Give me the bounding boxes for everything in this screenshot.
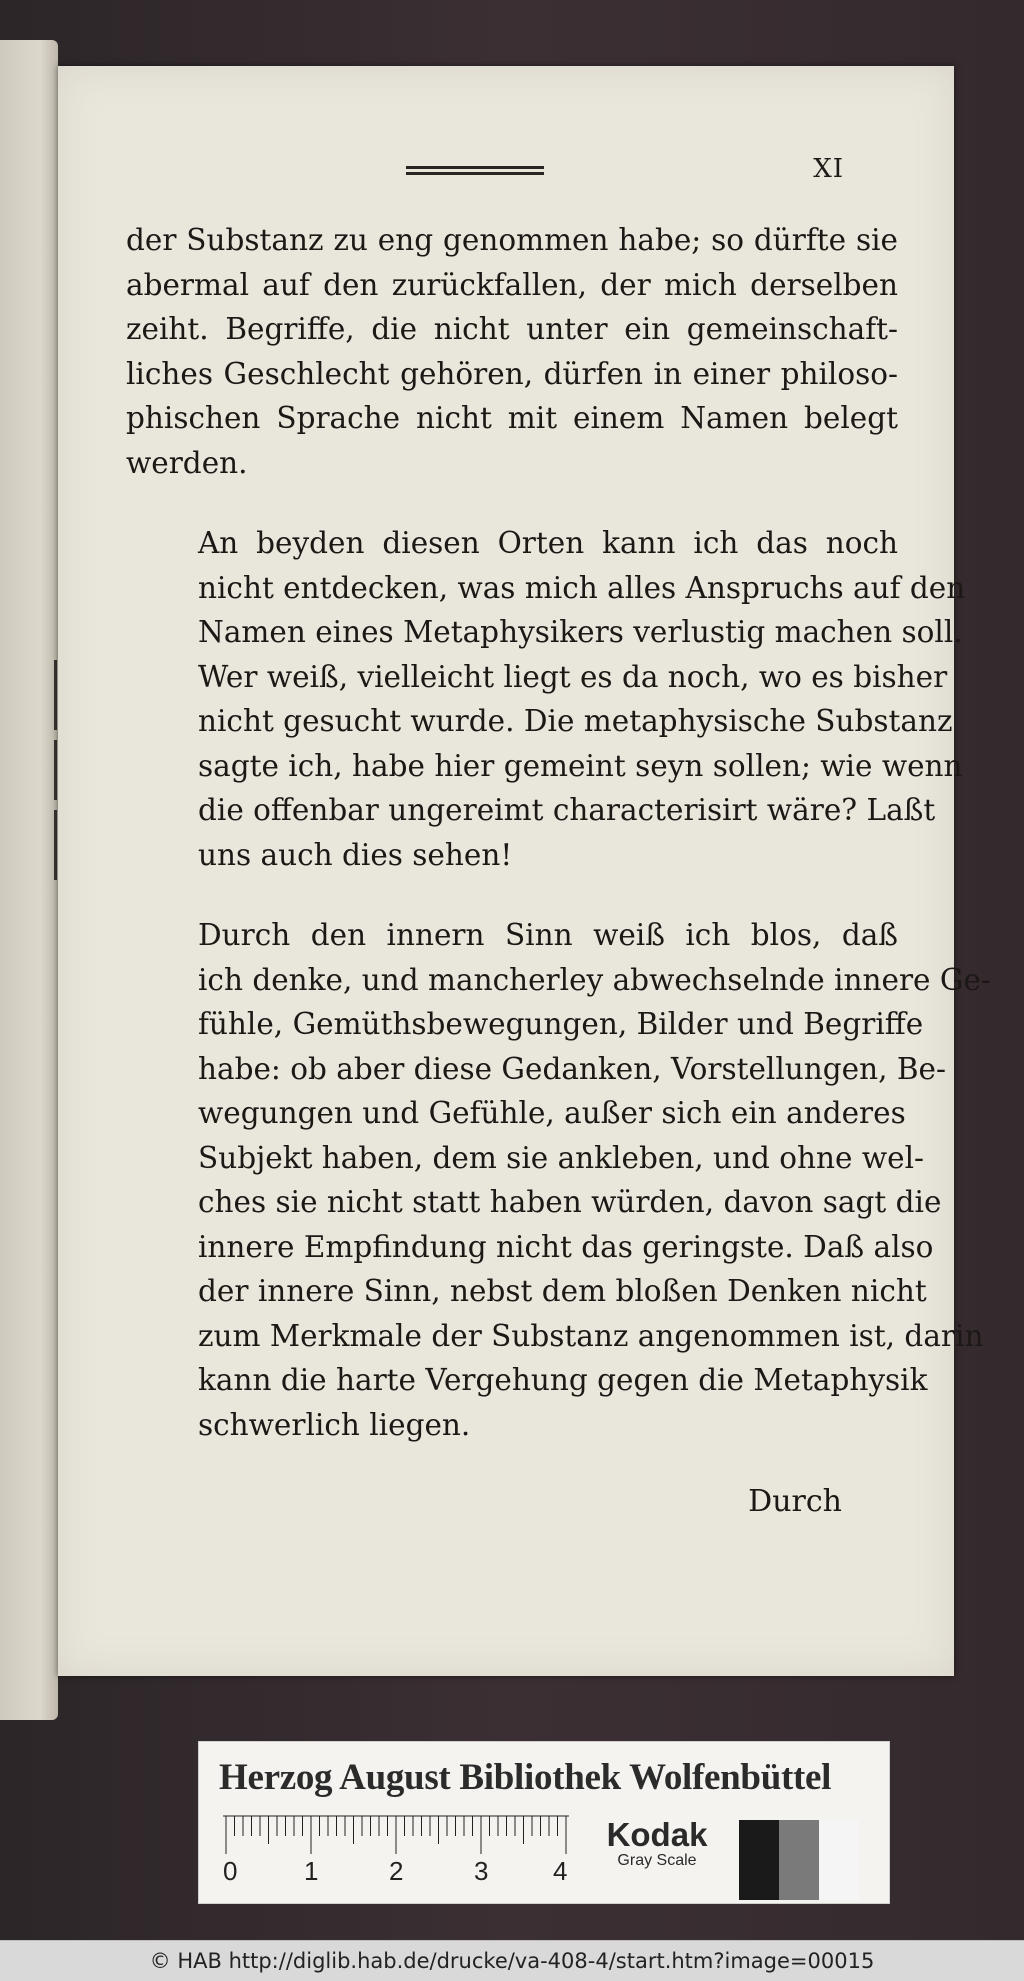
catchword: Durch	[748, 1484, 842, 1519]
page-edge-mark	[54, 660, 57, 730]
facing-page-edge	[0, 40, 58, 1720]
text-line: nicht gesucht wurde. Die metaphysische Substanz	[198, 704, 953, 738]
text-line: wegungen und Gefühle, außer sich ein anderes	[198, 1096, 906, 1130]
text-line: uns auch dies sehen!	[198, 837, 513, 872]
page-body	[126, 218, 991, 1483]
kodak-brand: Kodak	[606, 1816, 708, 1853]
library-title: Herzog August Bibliothek Wolfenbüttel	[219, 1757, 832, 1798]
text-line: innere Empfindung nicht das geringste. Daß also	[198, 1229, 934, 1264]
footer-credit: © HAB http://diglib.hab.de/drucke/va-408-4/start.htm?image=00015	[149, 1949, 875, 1973]
paragraph-2	[126, 521, 966, 877]
scale-number: 0	[223, 1856, 238, 1884]
gray-patches	[739, 1820, 859, 1900]
text-line: der innere Sinn, nebst dem bloßen Denken nicht	[198, 1274, 927, 1308]
text-line: schwerlich liegen.	[198, 1407, 471, 1442]
scale-number: 2	[389, 1856, 404, 1884]
paragraph-3	[126, 913, 991, 1447]
header-rule	[406, 166, 544, 175]
text-line: ich denke, und mancherley abwechselnde innere Ge-	[198, 962, 991, 997]
text-line: fühle, Gemüthsbewegungen, Bilder und Begriffe	[198, 1007, 924, 1041]
text-line: zeiht. Begriffe, die nicht unter ein gemeinschaft-	[126, 312, 898, 346]
text-line: der Substanz zu eng genommen habe; so dürfte sie	[126, 223, 898, 257]
gray-patch	[779, 1820, 819, 1900]
color-target-card	[198, 1741, 890, 1904]
text-line: ches sie nicht statt haben würden, davon sagt die	[198, 1185, 942, 1219]
text-line: sagte ich, habe hier gemeint seyn sollen; wie wenn	[198, 748, 963, 783]
ruler-ticks	[226, 1816, 566, 1854]
kodak-label	[597, 1818, 717, 1870]
scale-number: 1	[304, 1856, 319, 1884]
page-edge-mark	[54, 740, 57, 800]
gray-patch	[819, 1820, 859, 1900]
paragraph-1	[126, 218, 898, 485]
text-line: Wer weiß, vielleicht liegt es da noch, wo es bisher	[198, 659, 948, 694]
scale-number: 3	[474, 1856, 489, 1884]
page-number: XI	[813, 154, 844, 184]
page-edge-mark	[54, 810, 57, 880]
text-line: habe: ob aber diese Gedanken, Vorstellungen, Be-	[198, 1051, 946, 1086]
book-page	[58, 66, 991, 1676]
text-line: nicht entdecken, was mich alles Anspruchs auf den	[198, 570, 966, 605]
text-line: Namen eines Metaphysikers verlustig machen soll.	[198, 615, 963, 649]
kodak-subtitle: Gray Scale	[617, 1852, 697, 1869]
text-line: abermal auf den zurückfallen, der mich derselben	[126, 267, 898, 302]
text-line: Durch den innern Sinn weiß ich blos, daß	[198, 918, 898, 952]
text-line: zum Merkmale der Substanz angenommen ist, darin	[198, 1318, 984, 1353]
text-line: phischen Sprache nicht mit einem Namen belegt	[126, 401, 898, 435]
scale-number: 4	[553, 1856, 568, 1884]
text-line: liches Geschlecht gehören, dürfen in einer philoso-	[126, 356, 898, 391]
text-line: werden.	[126, 445, 248, 480]
text-line: die offenbar ungereimt characterisirt wäre? Laßt	[198, 793, 936, 827]
text-line: An beyden diesen Orten kann ich das noch	[198, 526, 898, 560]
ruler-scale	[223, 1814, 569, 1884]
gray-patch	[739, 1820, 779, 1900]
text-line: Subjekt haben, dem sie ankleben, und ohne wel-	[198, 1140, 925, 1175]
footer-bar	[0, 1940, 1024, 1981]
text-line: kann die harte Vergehung gegen die Metaphysik	[198, 1363, 928, 1397]
